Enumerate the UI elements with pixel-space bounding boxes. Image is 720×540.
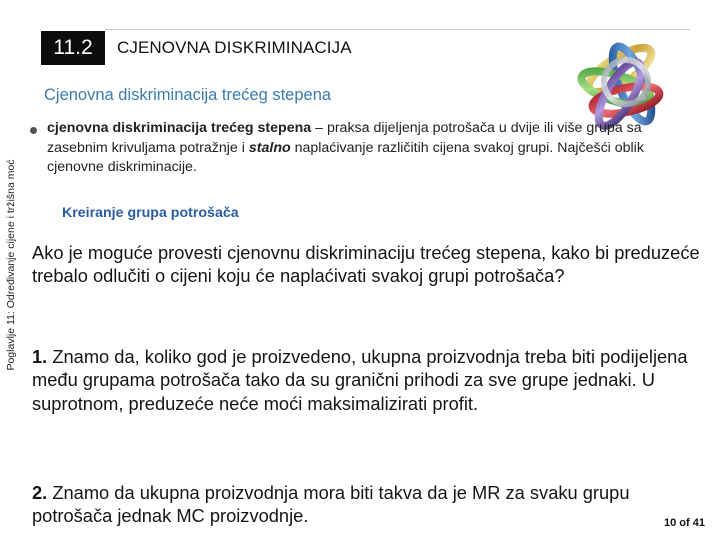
section-title: CJENOVNA DISKRIMINACIJA — [117, 38, 352, 57]
point-1-text: Znamo da, koliko god je proizvedeno, ukupna proizvodnja treba biti podijeljena među grupama potrošača tako da su granični prihodi za sve grupe jednaki. U suprotnom, preduzeće neće moći maksimalizirati profit. — [32, 346, 688, 414]
definition-emphasis: stalno — [248, 139, 291, 156]
chapter-side-label — [0, 110, 22, 420]
paragraph-point-2 — [32, 481, 652, 528]
slide-subtitle: Cjenovna diskriminacija trećeg stepena — [44, 86, 332, 104]
definition-bullet — [47, 119, 672, 178]
definition-text-before: – praksa dijeljenja potrošača u dvije ili više grupa sa zasebnim krivuljama potražnje i — [47, 120, 642, 156]
definition-text-after: naplaćivanje različitih cijena svakoj grupi. Najčešći oblik cjenovne diskriminacije. — [47, 139, 644, 175]
section-subheading: Kreiranje grupa potrošača — [62, 205, 239, 221]
point-2-text: Znamo da ukupna proizvodnja mora biti takva da je MR za svaku grupu potrošača jednak MC proizvodnje. — [32, 482, 630, 527]
paragraph-point-1 — [32, 345, 720, 415]
bullet-dot-icon — [30, 127, 37, 134]
definition-term: cjenovna diskriminacija trećeg stepena — [47, 120, 312, 136]
chapter-side-label-text: Poglavlje 11: Određivanje cijene i tržišna moć — [5, 159, 17, 371]
page-number: 10 of 41 — [664, 517, 705, 529]
point-2-number: 2. — [32, 482, 48, 503]
paragraph-question: Ako je moguće provesti cjenovnu diskriminaciju trećeg stepena, kako bi preduzeće trebalo odlučiti o cijeni koju će naplaćivati svakoj grupi potrošača? — [32, 242, 700, 287]
section-number: 11.2 — [41, 31, 105, 65]
point-1-number: 1. — [32, 346, 48, 367]
